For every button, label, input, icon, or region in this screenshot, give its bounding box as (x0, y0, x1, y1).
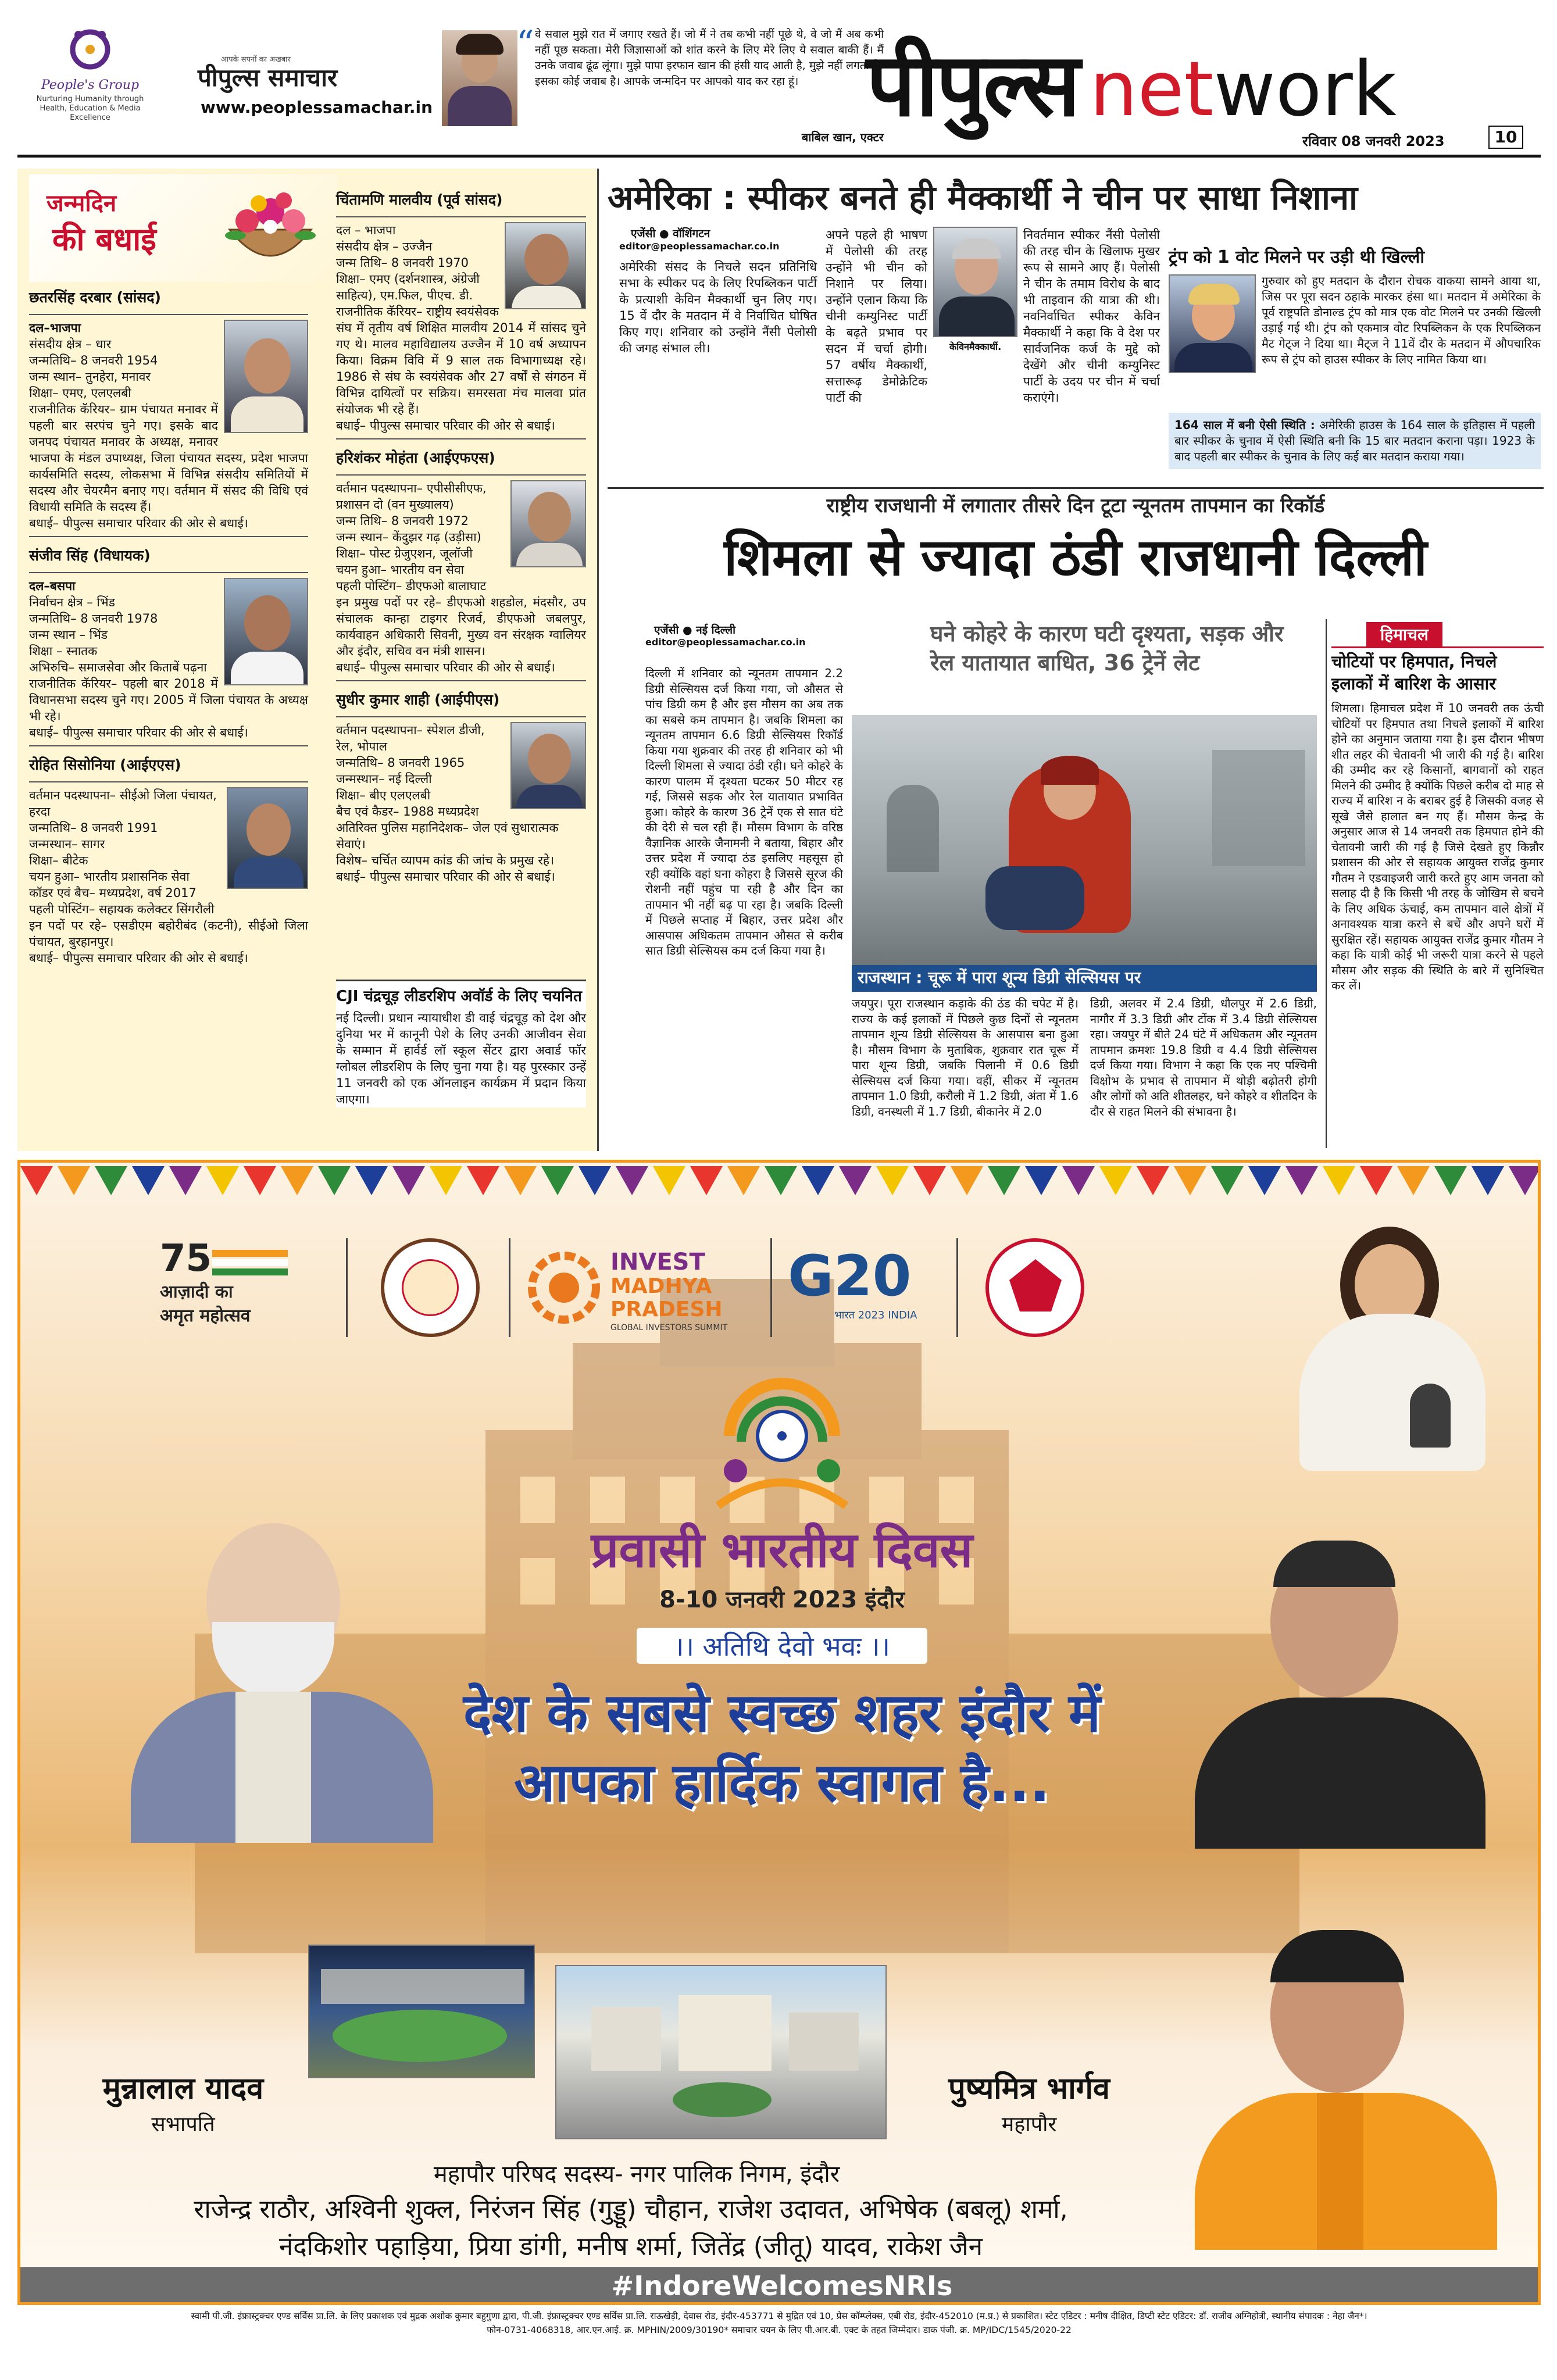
bunting-flag (839, 1166, 872, 1195)
bunting-flag (988, 1166, 1020, 1195)
bday-line: निर्वाचन क्षेत्र – भिंड (29, 595, 115, 609)
bday-line: कॉडर एवं बैच– मध्यप्रदेश, वर्ष 2017 (29, 886, 197, 900)
mp-govt-emblem-icon (381, 1238, 480, 1337)
bunting-flag (690, 1166, 723, 1195)
bday-line: शिक्षा – स्नातक (29, 644, 98, 658)
divider (346, 1238, 348, 1337)
divider (770, 1238, 772, 1337)
bunting-flag (504, 1166, 537, 1195)
us-story (608, 169, 1544, 485)
bunting-flag (578, 1166, 611, 1195)
person-photo (224, 578, 308, 685)
bday-line: वर्तमान पदस्थापना– स्पेशल डीजी, रेल, भोपाल (336, 723, 485, 753)
bday-name: चिंतामणि मालवीय (पूर्व सांसद) (336, 191, 503, 208)
bunting (20, 1163, 1541, 1203)
quote-mark-icon: “ (516, 23, 534, 64)
bunting-flag (467, 1166, 499, 1195)
divider (29, 781, 308, 782)
himachal-body: शिमला। हिमाचल प्रदेश में 10 जनवरी तक ऊंची चोटियों पर हिमपात तथा निचले इलाकों में बारिश होने का अनुमान जताया गया है। इस दौरान भीषण शीत लहर की चेतावनी भी जारी की गई है। बारिश की उम्मीद कर रहे किसानों, बागवानों को राहत मिलने की उम्मीद है क्योंकि पिछले करीब दो माह से राज्य में बारिश न के बराबर हुई है जिसकी वजह से सूखे जैसे हालात बन गए हैं। मौसम केन्द्र के अनुसार आज से 14 जनवरी तक हिमपात होने की चेतावनी जारी की गई है जिसे देखते हुए किन्नौर प्रशासन की ओर से सहायक आयुक्त राजेंद्र कुमार गौतम ने एडवाइजरी जारी करते हुए आम जनता को सलाह दी है कि किसी भी तरह के जोखिम से बचने के लिए अधिक ऊंचाई, कम तापमान वाले क्षेत्रों में अनावश्यक यात्रा करने से बचें और अपने घरों में सुरक्षित रहें। सहायक आयुक्त राजेंद्र कुमार गौतम ने कहा कि यात्री कोई भी जरूरी यात्रा करने से पहले मौसम और सड़क की स्थिति के बारे में सुनिश्चित कर लें। (1331, 701, 1544, 992)
bunting-flag (1174, 1166, 1206, 1195)
delhi-story (608, 491, 1544, 1151)
bday-line: दल–भाजपा (29, 321, 81, 335)
bunting-flag (1062, 1166, 1095, 1195)
bunting-flag (1211, 1166, 1244, 1195)
welcome-line1: देश के सबसे स्वच्छ शहर इंदौर में (463, 1682, 1101, 1744)
invest-1: INVEST (610, 1249, 705, 1275)
rajasthan-bar: राजस्थान : चूरू में पारा शून्य डिग्री सेल्सियस पर (852, 965, 1317, 992)
person-right-name: पुष्यमित्र भार्गव (948, 2071, 1110, 2106)
bday-line: जन्मतिथि– 8 जनवरी 1978 (29, 612, 158, 626)
azadi-line2: अमृत महोत्सव (160, 1306, 251, 1326)
bday-line: बधाई– पीपुल्स समाचार परिवार की ओर से बधाई। (29, 726, 248, 739)
bday-line: जन्मतिथि– 8 जनवरी 1954 (29, 353, 158, 367)
record-lead: 164 साल में बनी ऐसी स्थिति : (1174, 418, 1315, 432)
trump-box (1169, 244, 1541, 366)
bday-line: शिक्षा– बीटेक (29, 853, 88, 867)
bday-line: शिक्षा– एमए (दर्शनशास्त्र, अंग्रेजी साहित्य), एम.फिल, पीएच. डी. (336, 272, 480, 302)
bday-line: दल – भाजपा (336, 223, 396, 237)
imprint-line2: फोन-0731-4068318, आर.एन.आई. क्र. MPHIN/2009/30190* समाचार चयन के लिए पी.आर.बी. एक्ट के तहत जिम्मेदार। डाक पंजी. क्र. MP/IDC/1545/2020-22 (487, 2325, 1072, 2335)
bday-line: राजनीतिक कॅरियर– पहली बार 2018 में विधानसभा सदस्य चुने गए। 2005 में जिला पंचायत के अध्यक्ष भी रहे। (29, 677, 308, 723)
bday-line: जन्मस्थान– नई दिल्ली (336, 772, 432, 786)
bunting-flag (1137, 1166, 1169, 1195)
delhi-email[interactable]: editor@peoplessamachar.co.in (645, 637, 806, 648)
logo-work: work (1213, 45, 1397, 133)
birthday-heading (29, 174, 337, 282)
bunting-flag (1472, 1166, 1504, 1195)
record-box (1169, 413, 1541, 469)
divider (336, 438, 586, 439)
invest-emblem-icon (526, 1250, 602, 1325)
cm-photo (1177, 1523, 1503, 1849)
bday-line: जन्म तिथि– 8 जनवरी 1970 (336, 256, 469, 270)
bday-entry (336, 186, 586, 434)
welcome-line2: आपका हार्दिक स्वागत है... (514, 1752, 1050, 1814)
invest-3: PRADESH (610, 1298, 723, 1321)
person-photo (227, 787, 308, 889)
bday-line: बैच एवं कैडर– 1988 मध्यप्रदेश (336, 805, 479, 819)
bday-line: संसदीय क्षेत्र – उज्जैन (336, 240, 433, 253)
person-photo (224, 320, 308, 433)
bday-line: इन पदों पर रहे– एसडीएम बहोरीबंद (कटनी), सीईओ जिला पंचायत, बुरहानपुर। (29, 919, 308, 949)
bday-entry (336, 444, 586, 676)
bday-line: शिक्षा– एमए, एलएलबी (29, 386, 131, 400)
bday-line: जन्म स्थान – भिंड (29, 628, 108, 642)
pbd-emblem-icon (695, 1360, 869, 1511)
bday-line: वर्तमान पदस्थापना– सीईओ जिला पंचायत, हरदा (29, 788, 217, 819)
bday-line: जन्मतिथि– 8 जनवरी 1991 (29, 821, 158, 835)
us-email[interactable]: editor@peoplessamachar.co.in (619, 241, 780, 252)
bday-entry (29, 542, 308, 741)
delhi-headline: शिमला से ज्यादा ठंडी राजधानी दिल्ली (724, 527, 1427, 587)
group-brand: People's Group (41, 78, 140, 92)
bday-line: अतिरिक्त पुलिस महानिदेशक– जेल एवं सुधारात्मक सेवाएं। (336, 821, 559, 851)
us-col1: अमेरिकी संसद के निचले सदन प्रतिनिधि सभा के स्पीकर पद के लिए रिपब्लिकन पार्टी के प्रत्याशी केविन मैक्कार्थी चुन लिए गए। 15 वें दौर के मतदान में वे निर्वाचित घोषित किए गए। शनिवार को उन्होंने नैंसी पेलोसी की जगह संभाल ली। (619, 260, 817, 355)
bday-name: हरिशंकर मोहंता (आईएफएस) (336, 449, 495, 466)
hashtag-bar (20, 2267, 1541, 2305)
group-tagline: Nurturing Humanity through Health, Education & Media Excellence (36, 95, 144, 122)
birthday-heading-line1: जन्मदिन (47, 190, 117, 217)
bunting-flag (392, 1166, 425, 1195)
bday-line: चयन हुआ– भारतीय प्रशासनिक सेवा (29, 870, 190, 884)
birthday-left-column (29, 284, 308, 966)
invest-sub: GLOBAL INVESTORS SUMMIT (610, 1323, 728, 1332)
bunting-flag (58, 1166, 90, 1195)
bunting-flag (727, 1166, 760, 1195)
bunting-flag (1509, 1166, 1541, 1195)
bunting-flag (206, 1166, 239, 1195)
us-col2: अपने पहले ही भाषण में पेलोसी की तरह उन्होंने भी चीन को निशाने पर लिया। उन्होंने एलान किया कि चीनी कम्युनिस्ट पार्टी के बढ़ते प्रभाव पर सदन में चर्चा होगी। 57 वर्षीय मैक्कार्थी, सत्तारूढ़ डेमोक्रेटिक पार्टी की (826, 228, 927, 405)
invest-mp-logo (526, 1244, 759, 1337)
divider (336, 716, 586, 717)
record-body: अमेरिकी हाउस के 164 साल के इतिहास में पहली बार स्पीकर के चुनाव में ऐसी स्थिति बनी कि 15 बार मतदान कराना पड़ा। 1923 के बाद पहली बार स्पीकर के चुनाव के लिए कई बार मतदान कराया गया। (1174, 418, 1535, 463)
issue-date: रविवार 08 जनवरी 2023 (1302, 133, 1445, 149)
indore-city-photo (555, 1965, 887, 2139)
bunting-flag (1099, 1166, 1132, 1195)
group-emblem-icon (58, 23, 122, 76)
bunting-flag (616, 1166, 648, 1195)
divider (29, 745, 308, 746)
bday-name: रोहित सिसोनिया (आईएएस) (29, 756, 181, 773)
pm-modi-photo (119, 1511, 445, 1837)
delhi-kicker: राष्ट्रीय राजधानी में लगातार तीसरे दिन टूटा न्यूनतम तापमान का रिकॉर्ड (826, 494, 1325, 517)
quote-author: बाबिल खान, एक्टर (801, 130, 884, 144)
masthead-rule (17, 155, 1541, 158)
bunting-flag (20, 1166, 53, 1195)
logo-net: net (1090, 45, 1214, 133)
us-col3: निवर्तमान स्पीकर नैंसी पेलोसी की तरह चीन के खिलाफ मुखर रूप से सामने आए हैं। पेलोसी ने चीन के तमाम विरोध के बाद भी ताइवान की यात्रा की थी। नवनिर्वाचित स्पीकर केविन मैक्कार्थी ने कहा कि वे देश पर सार्वजनिक कर्ज के मुद्दे को देखेंगे और चीनी कम्युनिस्ट पार्टी के उदय पर चीन में चर्चा कराएंगे। (1023, 228, 1160, 405)
bunting-flag (1323, 1166, 1355, 1195)
divider (336, 980, 586, 981)
divider (336, 680, 586, 681)
birthday-heading-line2: की बधाई (52, 221, 156, 258)
bday-line: जन्मतिथि– 8 जनवरी 1965 (336, 756, 465, 770)
bday-line: शिक्षा– बीए एलएलबी (336, 788, 431, 802)
bday-line: दल–बसपा (29, 579, 76, 593)
paper-sub: आपके सपनों का अखबार (221, 55, 291, 64)
bday-entry (29, 284, 308, 531)
bday-name: संजीव सिंह (विधायक) (29, 547, 151, 564)
bunting-flag (913, 1166, 946, 1195)
bunting-flag (95, 1166, 127, 1195)
bunting-flag (281, 1166, 313, 1195)
babil-khan-photo (442, 30, 517, 126)
logo-hindi: पीपुल्स (866, 35, 1079, 136)
us-dateline: एजेंसी ● वॉशिंगटन (631, 227, 710, 240)
masthead (0, 0, 1557, 169)
bunting-flag (765, 1166, 797, 1195)
bunting-flag (1248, 1166, 1281, 1195)
person-left-name: मुन्नालाल यादव (102, 2071, 264, 2106)
divider (336, 474, 586, 476)
ahilyabai-portrait (1276, 1215, 1509, 1471)
person-photo (510, 480, 586, 567)
website-link[interactable]: www.peoplessamachar.in (201, 98, 433, 117)
divider (956, 1238, 958, 1337)
cji-story (336, 980, 586, 1107)
bunting-flag (1025, 1166, 1058, 1195)
bunting-flag (1285, 1166, 1318, 1195)
cji-body: नई दिल्ली। प्रधान न्यायाधीश डी वाई चंद्रचूड़ को देश और दुनिया भर में कानूनी पेशे के लिए उनकी आजीवन सेवा के सम्मान में हार्वर्ड लॉ स्कूल सेंटर द्वारा अवार्ड फॉर ग्लोबल लीडरशिप के लिए चुना गया है। यह पुरस्कार उन्हें 11 जनवरी को एक ऑनलाइन कार्यक्रम में प्रदान किया जाएगा। (336, 1011, 586, 1106)
birthday-right-column (336, 186, 586, 885)
delhi-dateline: एजेंसी ● नई दिल्ली (654, 624, 736, 637)
azadi-75: 75 (160, 1237, 212, 1280)
motto: ।। अतिथि देवो भवः ।। (637, 1628, 927, 1664)
nri-welcome-ad (17, 1160, 1541, 2305)
bunting-flag (132, 1166, 165, 1195)
rajasthan-body1: जयपुर। पूरा राजस्थान कड़ाके की ठंड की चपेट में है। राज्य के कई इलाकों में पिछले कुछ दिनों से न्यूनतम तापमान शून्य डिग्री सेल्सियस के आसपास बना हुआ है। मौसम विभाग के मुताबिक, शुक्रवार रात चूरू में पारा शून्य डिग्री, जबकि पिलानी में 0.6 डिग्री सेल्सियस दर्ज किया गया। वहीं, सीकर में न्यूनतम तापमान 1.0 डिग्री, करौली में 1.2 डिग्री, अंता में 1.6 डिग्री, वनस्थली में 1.7 डिग्री, बीकानेर में 2.0 (852, 996, 1079, 1118)
himachal-headline: चोटियों पर हिमपात, निचले इलाकों में बारिश के आसार (1331, 646, 1544, 701)
council-line1: राजेन्द्र राठौर, अश्विनी शुक्ल, निरंजन सिंह (गुड्डू) चौहान, राजेश उदावत, अभिषेक (बबलू) शर्मा, (194, 2195, 1068, 2224)
imc-emblem-icon (985, 1238, 1084, 1337)
fog-photo (852, 715, 1317, 965)
bday-line: बधाई– पीपुल्स समाचार परिवार की ओर से बधाई। (29, 951, 248, 965)
bday-line: राजनीतिक कॅरियर– राष्ट्रीय स्वयंसेवक संघ में तृतीय वर्ष शिक्षित मालवीय 2014 में सांसद चुने गए थे। मालव महाविद्यालय उज्जैन में 10 वर्ष अध्यापन किया। विक्रम विवि में 9 साल तक विभागाध्यक्ष रहे। 1986 से संघ के स्वयंसेवक और 27 वर्षों से संगठन में विभिन्न दायित्वों पर सक्रिय। समरसता मंच मालवा प्रांत संयोजक भी रहे हैं। (336, 305, 586, 416)
person-left-role: सभापति (151, 2113, 215, 2136)
person-right-role: महापौर (1001, 2113, 1057, 2136)
bunting-flag (244, 1166, 276, 1195)
bday-line: जन्म स्थान– तुनहेरा, मनावर (29, 370, 151, 384)
bday-line: बधाई– पीपुल्स समाचार परिवार की ओर से बधाई। (29, 516, 248, 530)
council-line2: नंदकिशोर पहाड़िया, प्रिया डांगी, मनीष शर्मा, जितेंद्र (जीतू) यादव, राकेश जैन (278, 2232, 983, 2261)
bday-line: अभिरुचि– समाजसेवा और किताबें पढ़ना (29, 660, 207, 674)
bunting-flag (169, 1166, 202, 1195)
us-headline: अमेरिका : स्पीकर बनते ही मैक्कार्थी ने चीन पर साधा निशाना (608, 178, 1358, 217)
birthday-section (17, 169, 599, 1151)
bunting-flag (876, 1166, 909, 1195)
babil-quote: वे सवाल मुझे रात में जगाए रखते हैं। जो मैं ने तब कभी नहीं पूछे थे, वे जो मैं अब कभी नहीं पूछ सकता। मेरी जिज्ञासाओं को शांत करने के लिए मेरे लिए ये सवाल बाकी हैं। मैं उनके जवाब ढूंढ लूंगा। मुझे पापा इरफान खान की हंसी याद आती है, मुझे नहीं लगता कि इसका कोई जवाब है। आपके जन्मदिन पर आपको याद कर रहा हूं। (535, 28, 884, 88)
peoples-network-logo (866, 22, 1483, 136)
divider (29, 572, 308, 573)
bday-line: बधाई– पीपुल्स समाचार परिवार की ओर से बधाई। (336, 419, 555, 433)
himachal-tag: हिमाचल (1366, 622, 1442, 646)
bday-line: पहली पोस्टिंग– सहायक कलेक्टर सिंगरौली (29, 902, 215, 916)
bday-line: वर्तमान पदस्थापना– एपीसीसीएफ, प्रशासन दो (वन मुख्यालय) (336, 481, 487, 512)
mayor-photo (1183, 1918, 1509, 2244)
event-date: 8-10 जनवरी 2023 इंदौर (659, 1586, 905, 1613)
bday-line: बधाई– पीपुल्स समाचार परिवार की ओर से बधाई। (336, 870, 555, 884)
bunting-flag (802, 1166, 834, 1195)
bday-line: इन प्रमुख पदों पर रहे– डीएफओ शहडोल, मंदसौर, उप संचालक कान्हा टाइगर रिजर्व, डीएफओ जबलपुर, कार्यवाहन अधिकारी सिवनी, मुख्य वन संरक्षक ग्वालियर और इंदौर, सचिव वन मंत्री शासन। (336, 595, 586, 658)
bday-line: संसदीय क्षेत्र – धार (29, 337, 112, 351)
cji-headline: CJI चंद्रचूड़ लीडरशिप अवॉर्ड के लिए चयनित (336, 988, 582, 1005)
flower-basket-icon (215, 180, 326, 279)
trump-body: गुरुवार को हुए मतदान के दौरान रोचक वाकया सामने आया था, जिस पर पूरा सदन ठहाके मारकर हंसा था। मतदान में अमेरिका के पूर्व राष्ट्रपति डोनाल्ड ट्रंप को मात्र एक वोट मिलने पर उनकी खिल्ली उड़ाई गई थी। ट्रंप को एकमात्र वोट रिपब्लिकन के एक रिपब्लिकन मैट गेट्ज ने दिया था। मैट्ज ने 11वें दौर के मतदान में औपचारिक रूप से ट्रंप को हाउस स्पीकर के लिए नामित किया था। (1262, 274, 1541, 366)
imprint-line1: स्वामी पी.जी. इंफ्रास्ट्रक्चर एण्ड सर्विस प्रा.लि. के लिए प्रकाशक एवं मुद्रक अशोक कुमार बहुगुणा द्वारा, पी.जी. इंफ्रास्ट्रक्चर एण्ड सर्विस प्रा.लि. राऊखेड़ी, देवास रोड, इंदौर-453771 से मुद्रित एवं 10, प्रेस कॉम्प्लेक्स, एबी रोड, इंदौर-452010 (म.प्र.) से प्रकाशित। स्टेट एडिटर : मनीष दीक्षित, डिप्टी स्टेट एडिटर: डॉ. राजीव अग्निहोत्री, स्थानीय संपादक : नेहा जैन*। (191, 2311, 1367, 2321)
bday-line: शिक्षा– पोस्ट ग्रेजुएशन, जूलॉजी (336, 546, 473, 560)
bunting-flag (1434, 1166, 1467, 1195)
bday-line: जन्म तिथि– 8 जनवरी 1972 (336, 514, 469, 528)
himachal-box (1331, 622, 1544, 994)
person-photo (505, 222, 586, 309)
indore-stadium-photo (308, 1945, 535, 2078)
divider (29, 314, 308, 315)
delhi-subhead: घने कोहरे के कारण घटी दृश्यता, सड़क और रेल यातायात बाधित, 36 ट्रेनें लेट (930, 621, 1284, 676)
bday-name: छतरसिंह दरबार (सांसद) (29, 289, 161, 306)
divider (509, 1238, 510, 1337)
bunting-flag (951, 1166, 983, 1195)
bday-line: जन्मस्थान– सागर (29, 837, 105, 851)
bunting-flag (1360, 1166, 1392, 1195)
rajasthan-body2: डिग्री, अलवर में 2.4 डिग्री, धौलपुर में 2.6 डिग्री, नागौर में 3.3 डिग्री और टोंक में 3.4 डिग्री सेल्सियस रहा। जयपुर में बीते 24 घंटे में अधिकतम और न्यूनतम तापमान क्रमशः 19.8 डिग्री व 4.4 डिग्री सेल्सियस दर्ज किया गया। विभाग ने कहा कि एक नए पश्चिमी विक्षोभ के प्रभाव से तापमान में थोड़ी बढ़ोतरी होगी और लोगों को अति शीतलहर, घने कोहरे व शीतदिन के दौर से राहत मिलने की संभावना है। (1090, 996, 1317, 1118)
bday-line: राजनीतिक कॅरियर– ग्राम पंचायत मनावर में पहली बार सरपंच चुने गए। इसके बाद जनपद पंचायत मनावर के अध्यक्ष, मनावर भाजपा के मंडल उपाध्यक्ष, जिला पंचायत सदस्य, प्रदेश भाजपा कार्यसमिति सदस्य, लोकसभा में विभिन्न संसदीय समितियों में सदस्य और चेयरमैन बनाए गए। वर्तमान में संसद की विधि एवं विधायी समिति के सदस्य हैं। (29, 402, 308, 514)
bday-line: जन्म स्थान– केंदुझर गढ़ (उड़ीसा) (336, 530, 481, 544)
divider (608, 487, 1544, 489)
mccarthy-photo (933, 227, 1017, 337)
page-number: 10 (1488, 126, 1523, 149)
bday-entry (29, 751, 308, 966)
bunting-flag (430, 1166, 462, 1195)
azadi-logo (160, 1238, 299, 1343)
mccarthy-caption: केविनमैक्कार्थी. (949, 341, 1002, 352)
bunting-flag (355, 1166, 388, 1195)
bday-entry (336, 686, 586, 885)
person-photo (510, 722, 586, 809)
trump-photo (1169, 274, 1256, 373)
bday-line: विशेष– चर्चित व्यापम कांड की जांच के प्रमुख रहे। (336, 853, 555, 867)
council-title: महापौर परिषद सदस्य- नगर पालिक निगम, इंदौर (433, 2161, 840, 2188)
peoples-group-logo (23, 23, 157, 145)
g20-logo (788, 1244, 939, 1337)
bunting-flag (653, 1166, 685, 1195)
g20-text: G20 (788, 1243, 912, 1309)
invest-2: MADHYA (610, 1274, 712, 1298)
trump-headline: ट्रंप को 1 वोट मिलने पर उड़ी थी खिल्ली (1169, 247, 1425, 267)
bday-line: पहली पोस्टिंग– डीएफओ बालाघाट (336, 579, 487, 593)
bday-line: चयन हुआ– भारतीय वन सेवा (336, 563, 465, 577)
delhi-col1: दिल्ली में शनिवार को न्यूनतम तापमान 2.2 डिग्री सेल्सियस दर्ज किया गया, जो औसत से पांच डिग्री कम है और इस मौसम का अब तक का सबसे कम तापमान है। जबकि शिमला का न्यूनतम तापमान 6.6 डिग्री सेल्सियस रिकॉर्ड किया गया शुक्रवार की तरह ही शनिवार को भी दिल्ली शिमला से ज्यादा ठंडी रही। घने कोहरे के कारण पालम में दृश्यता घटकर 50 मीटर रह गई, जिससे सड़क और रेल यातायात प्रभावित हुआ। कोहरे के कारण 36 ट्रेनें एक से सात घंटे की देरी से चल रही हैं। मौसम विभाग के वरिष्ठ वैज्ञानिक आरके जैनामनी ने बताया, बिहार और उत्तर प्रदेश में ज्यादा ठंड इसलिए महसूस हो रही क्योंकि वहां घना कोहरा है जिससे सूरज की रोशनी नहीं पहुंच पा रही है और दिन का तापमान भी नहीं बढ़ पा रहा है। जबकि दिल्ली में पिछले सप्ताह में बिहार, उत्तर प्रदेश और आसपास अधिकतम तापमान औसत से करीब सात डिग्री सेल्सियस कम दर्ज किया गया है। (645, 666, 843, 957)
bunting-flag (541, 1166, 574, 1195)
bunting-flag (1397, 1166, 1430, 1195)
divider (1326, 619, 1327, 1148)
divider (336, 216, 586, 217)
bday-name: सुधीर कुमार शाही (आईपीएस) (336, 691, 500, 708)
event-title: प्रवासी भारतीय दिवस (591, 1521, 973, 1578)
hashtag: #IndoreWelcomesNRIs (611, 2270, 953, 2302)
g20-sub: भारत 2023 INDIA (834, 1309, 917, 1321)
imprint (17, 2309, 1541, 2373)
divider (29, 536, 308, 537)
azadi-line1: आज़ादी का (160, 1282, 233, 1302)
bday-line: बधाई– पीपुल्स समाचार परिवार की ओर से बधाई। (336, 660, 555, 674)
paper-tag: पीपुल्स समाचार (198, 63, 338, 92)
bunting-flag (318, 1166, 351, 1195)
